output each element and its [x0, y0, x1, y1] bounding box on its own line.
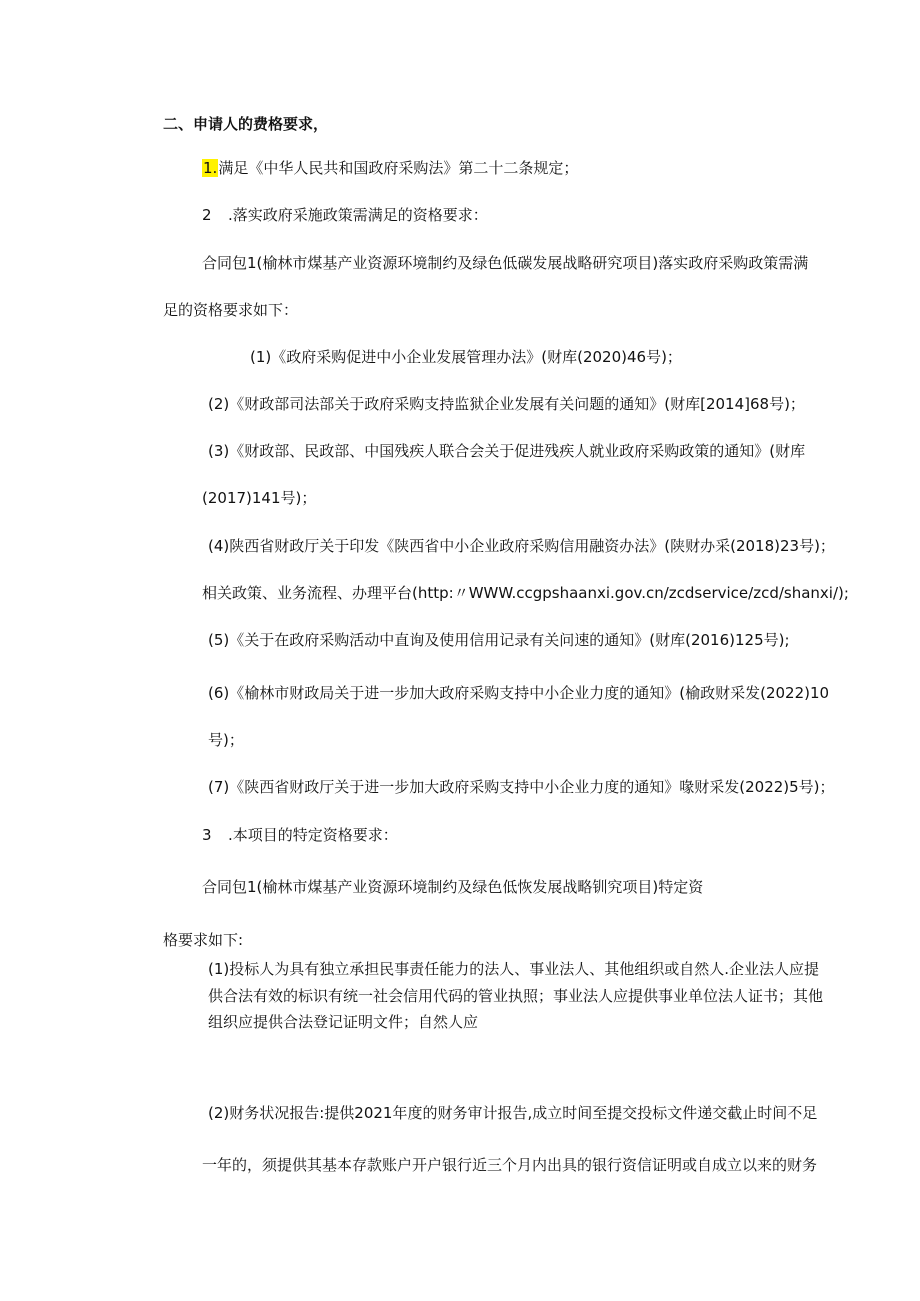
item-2 [202, 205, 488, 225]
item-3 [202, 825, 398, 845]
requirement-2-line-2: 一年的，须提供其基本存款账户开户银行近三个月内出具的银行资信证明或自成立以来的财务 [202, 1156, 818, 1174]
law-item-4-link-line: 相关政策、业务流程、办理平台(http:〃WWW.ccgpshaanxi.gov.cn/zcdservice/zcd/shanxi/); [202, 584, 849, 602]
requirement-1-line-2: 供合法有效的标识有统一社会信用代码的管业执照；事业法人应提供事业单位法人证书；其他 [208, 987, 824, 1005]
law-item-4: (4)陕西省财政厅关于印发《陕西省中小企业政府采购信用融资办法》(陕财办采(2018)23号)； [208, 537, 835, 555]
requirement-1-line-3: 组织应提供合法登记证明文件；自然人应 [208, 1013, 479, 1031]
requirement-1-line-1: (1)投标人为具有独立承担民事责任能力的法人、事业法人、其他组织或自然人.企业法人应提 [208, 960, 820, 978]
law-item-6-line-2: 号)； [208, 731, 244, 749]
law-item-2: (2)《财政部司法部关于政府采购支持监狱企业发展有关问题的通知》(财库[2014]68号)； [208, 395, 805, 413]
contract-paragraph-2-line-2: 格要求如下: [163, 931, 244, 949]
law-item-1: (1)《政府采购促进中小企业发展管理办法》(财库(2020)46号)； [250, 348, 682, 366]
law-item-3-line-1: (3)《财政部、民政部、中国残疾人联合会关于促进残疾人就业政府采购政策的通知》(财库 [208, 442, 806, 460]
law-item-3-line-2: (2017)141号)； [202, 489, 317, 507]
item-2-number: 2 [202, 206, 212, 224]
contract-paragraph-1-line-1: 合同包1(榆林市煤基产业资源环境制约及绿色低碳发展战略研究项目)落实政府采购政策需满 [202, 254, 809, 272]
item-1-number: 1. [203, 159, 218, 177]
law-item-5: (5)《关于在政府采购活动中直询及使用信用记录有关问速的通知》(财库(2016)125号); [208, 631, 790, 649]
law-item-7: (7)《陕西省财政厅关于进一步加大政府采购支持中小企业力度的通知》喙财采发(2022)5号)； [208, 778, 835, 796]
requirement-2-line-1: (2)财务状况报告:提供2021年度的财务审计报告,成立时间至提交投标文件递交截止时间不足 [208, 1104, 818, 1122]
contract-paragraph-1-line-2: 足的资格要求如下： [163, 301, 299, 319]
item-3-number: 3 [202, 826, 212, 844]
item-1-text: 满足《中华人民共和国政府采购法》第二十二条规定； [218, 159, 579, 177]
item-3-text: .本项目的特定资格要求： [228, 826, 398, 844]
section-heading: 二、申请人的费格要求， [163, 115, 329, 133]
law-item-6-line-1: (6)《榆林市财政局关于进一步加大政府采购支持中小企业力度的通知》(榆政财采发(2022)10 [208, 684, 830, 702]
item-1 [202, 158, 578, 178]
contract-paragraph-2-line-1: 合同包1(榆林市煤基产业资源环境制约及绿色低恢发展战略钏究项目)特定资 [202, 878, 704, 896]
item-2-text: .落实政府采施政策需满足的资格要求： [228, 206, 488, 224]
